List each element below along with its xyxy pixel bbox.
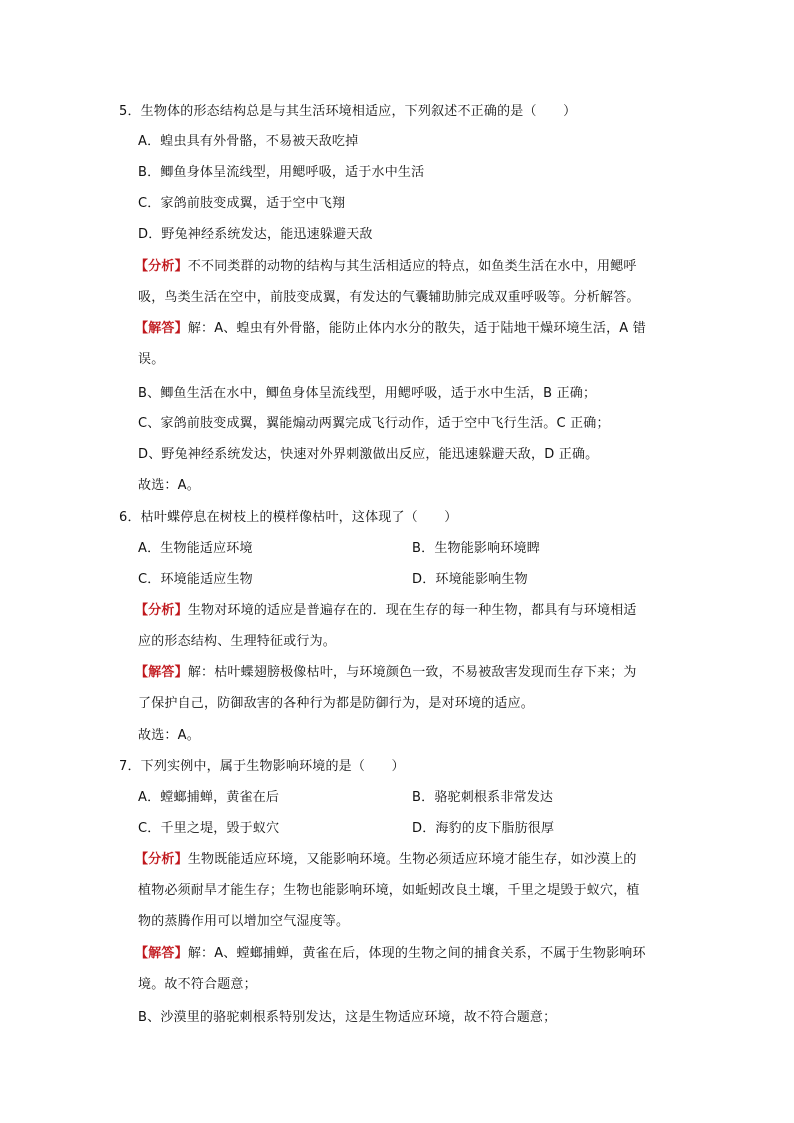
question-6-analysis [135, 602, 637, 620]
question-7-answer [135, 945, 646, 963]
answer-tag: 【解答】 [135, 665, 188, 680]
answer-text: 解：枯叶蝶翅膀极像枯叶，与环境颜色一致，不易被敌害发现而生存下来；为 [187, 665, 637, 680]
question-6-option-c: C．环境能适应生物 [138, 572, 253, 587]
question-7-option-d: D．海豹的皮下脂肪很厚 [412, 821, 555, 836]
analysis-tag: 【分析】 [135, 603, 188, 618]
question-6-analysis-cont: 应的形态结构、生理特征或行为。 [138, 634, 337, 649]
question-5-choice: 故选：A。 [138, 478, 200, 493]
question-7-analysis [135, 851, 637, 869]
question-6-answer-line: 了保护自己，防御敌害的各种行为都是防御行为，是对环境的适应。 [138, 696, 535, 711]
analysis-tag: 【分析】 [135, 259, 188, 274]
question-6-option-b: B．生物能影响环境睥 [412, 541, 540, 556]
question-7-stem: 7．下列实例中，属于生物影响环境的是（ ） [119, 759, 405, 774]
question-7-option-a: A．螳螂捕蝉，黄雀在后 [138, 790, 280, 805]
question-7-answer-line: B、沙漠里的骆驼刺根系特别发达，这是生物适应环境，故不符合题意； [138, 1010, 557, 1025]
question-5-answer-line: D、野兔神经系统发达，快速对外界刺激做出反应，能迅速躲避天敌，D 正确。 [138, 447, 599, 462]
answer-text: 解：A、蝗虫有外骨骼，能防止体内水分的散失，适于陆地干燥环境生活，A 错 [187, 321, 646, 336]
question-5-analysis-cont: 吸，鸟类生活在空中，前肢变成翼，有发达的气囊辅助肺完成双重呼吸等。分析解答。 [138, 290, 640, 305]
analysis-tag: 【分析】 [135, 852, 188, 867]
question-6-stem: 6．枯叶蝶停息在树枝上的模样像枯叶，这体现了（ ） [119, 510, 458, 525]
answer-tag: 【解答】 [135, 946, 188, 961]
question-5-stem: 5．生物体的形态结构总是与其生活环境相适应，下列叙述不正确的是（ ） [119, 104, 577, 119]
question-7-analysis-cont: 植物必须耐旱才能生存；生物也能影响环境，如蚯蚓改良土壤，千里之堤毁于蚁穴，植 [138, 883, 640, 898]
question-7-option-c: C．千里之堤，毁于蚁穴 [138, 821, 280, 836]
question-5-answer-line: 误。 [138, 352, 165, 367]
question-5-option-a: A．蝗虫具有外骨骼，不易被天敌吃掉 [138, 134, 359, 149]
question-5-answer-line: C、家鸽前肢变成翼，翼能煽动两翼完成飞行动作，适于空中飞行生活。C 正确； [138, 416, 610, 431]
answer-tag: 【解答】 [135, 321, 188, 336]
question-6-choice: 故选：A。 [138, 728, 200, 743]
question-6-answer [135, 664, 637, 682]
question-5-analysis [135, 258, 637, 276]
question-5-option-d: D．野兔神经系统发达，能迅速躲避天敌 [138, 227, 373, 242]
question-7-answer-line: 境。故不符合题意； [138, 977, 257, 992]
question-5-answer-line: B、鲫鱼生活在水中，鲫鱼身体呈流线型，用鳃呼吸，适于水中生活，B 正确； [138, 386, 597, 401]
question-5-option-c: C．家鸽前肢变成翼，适于空中飞翔 [138, 196, 346, 211]
analysis-text: 生物对环境的适应是普遍存在的．现在生存的每一种生物，都具有与环境相适 [187, 603, 637, 618]
question-6-option-d: D．环境能影响生物 [412, 572, 528, 587]
analysis-text: 生物既能适应环境，又能影响环境。生物必须适应环境才能生存，如沙漠上的 [187, 852, 637, 867]
answer-text: 解：A、螳螂捕蝉，黄雀在后，体现的生物之间的捕食关系，不属于生物影响环 [187, 946, 646, 961]
analysis-text: 不不同类群的动物的结构与其生活相适应的特点，如鱼类生活在水中，用鳃呼 [187, 259, 637, 274]
question-7-option-b: B．骆驼刺根系非常发达 [412, 790, 554, 805]
question-5-option-b: B．鲫鱼身体呈流线型，用鳃呼吸，适于水中生活 [138, 165, 425, 180]
question-5-answer [135, 320, 646, 338]
question-6-option-a: A．生物能适应环境 [138, 541, 253, 556]
question-7-analysis-cont: 物的蒸腾作用可以增加空气湿度等。 [138, 914, 350, 929]
